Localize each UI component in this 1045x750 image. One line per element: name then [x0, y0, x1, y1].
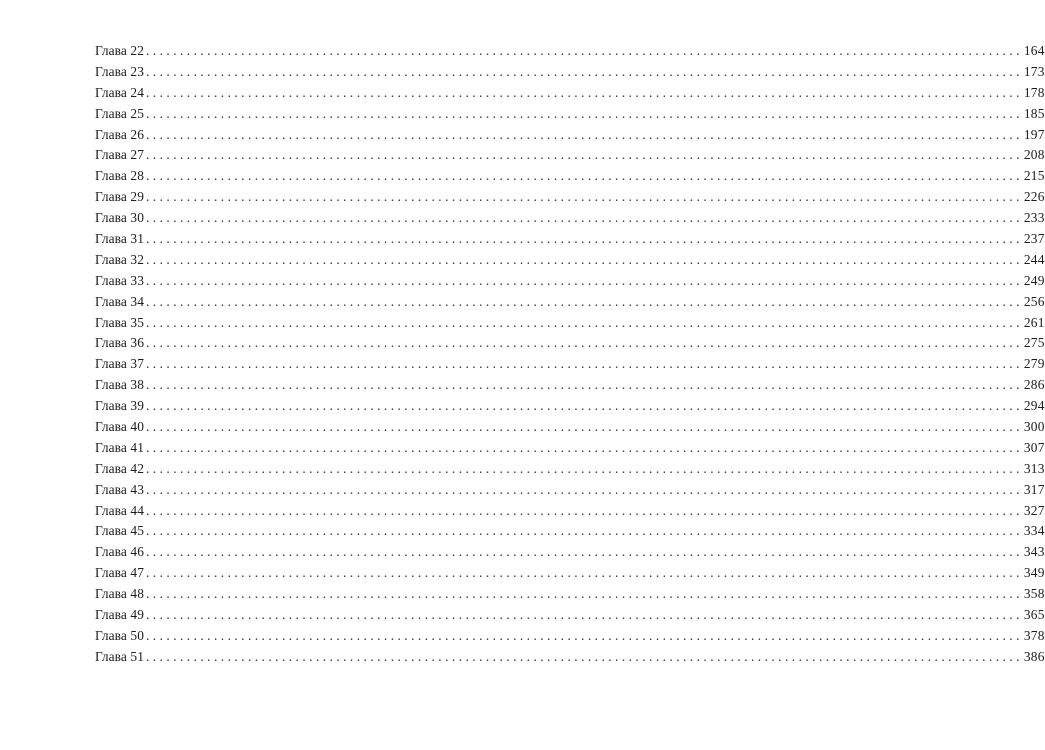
chapter-title: Глава 32	[95, 251, 144, 267]
toc-entry	[95, 83, 1045, 104]
dot-leader: .................................................................................................................................	[146, 356, 1023, 372]
chapter-title: Глава 51	[95, 648, 144, 664]
dot-leader: .................................................................................................................................	[146, 607, 1023, 623]
chapter-title: Глава 30	[95, 210, 144, 226]
chapter-title: Глава 36	[95, 335, 144, 351]
page-number: 317	[1023, 481, 1045, 497]
page-number: 334	[1023, 523, 1045, 539]
chapter-title: Глава 45	[95, 523, 144, 539]
page-number: 358	[1023, 586, 1045, 602]
page-number: 343	[1023, 544, 1045, 560]
dot-leader: .................................................................................................................................	[146, 126, 1023, 142]
dot-leader: .................................................................................................................................	[146, 272, 1023, 288]
toc-entry	[95, 333, 1045, 354]
page-number: 275	[1023, 335, 1045, 351]
page-number: 294	[1023, 398, 1045, 414]
chapter-title: Глава 47	[95, 565, 144, 581]
dot-leader: .................................................................................................................................	[146, 314, 1023, 330]
page-number: 173	[1023, 63, 1045, 79]
chapter-title: Глава 44	[95, 502, 144, 518]
toc-entry	[95, 104, 1045, 125]
dot-leader: .................................................................................................................................	[146, 439, 1023, 455]
page-number: 249	[1023, 272, 1045, 288]
chapter-title: Глава 50	[95, 627, 144, 643]
chapter-title: Глава 23	[95, 63, 144, 79]
page-number: 215	[1023, 168, 1045, 184]
dot-leader: .................................................................................................................................	[146, 210, 1023, 226]
toc-entry	[95, 208, 1045, 229]
chapter-title: Глава 25	[95, 105, 144, 121]
toc-entry	[95, 166, 1045, 187]
toc-entry	[95, 229, 1045, 250]
chapter-title: Глава 49	[95, 607, 144, 623]
page-number: 286	[1023, 377, 1045, 393]
dot-leader: .................................................................................................................................	[146, 168, 1023, 184]
toc-entry	[95, 375, 1045, 396]
chapter-title: Глава 34	[95, 293, 144, 309]
toc-entry	[95, 62, 1045, 83]
dot-leader: .................................................................................................................................	[146, 84, 1023, 100]
toc-entry	[95, 501, 1045, 522]
dot-leader: .................................................................................................................................	[146, 648, 1023, 664]
page-number: 178	[1023, 84, 1045, 100]
toc-entry	[95, 626, 1045, 647]
dot-leader: .................................................................................................................................	[146, 293, 1023, 309]
chapter-title: Глава 38	[95, 377, 144, 393]
page-number: 244	[1023, 251, 1045, 267]
toc-entry	[95, 354, 1045, 375]
dot-leader: .................................................................................................................................	[146, 105, 1023, 121]
dot-leader: .................................................................................................................................	[146, 377, 1023, 393]
page-number: 365	[1023, 607, 1045, 623]
toc-entry	[95, 292, 1045, 313]
dot-leader: .................................................................................................................................	[146, 43, 1023, 58]
page-number: 261	[1023, 314, 1045, 330]
chapter-title: Глава 46	[95, 544, 144, 560]
toc-entry	[95, 250, 1045, 271]
toc-entry	[95, 563, 1045, 584]
page-number: 279	[1023, 356, 1045, 372]
toc-entry	[95, 125, 1045, 146]
chapter-title: Глава 22	[95, 43, 144, 58]
page-number: 197	[1023, 126, 1045, 142]
page-number: 185	[1023, 105, 1045, 121]
page-number: 208	[1023, 147, 1045, 163]
dot-leader: .................................................................................................................................	[146, 460, 1023, 476]
dot-leader: .................................................................................................................................	[146, 544, 1023, 560]
toc-entry	[95, 605, 1045, 626]
chapter-title: Глава 29	[95, 189, 144, 205]
page-number: 226	[1023, 189, 1045, 205]
toc-entry	[95, 542, 1045, 563]
page-number: 386	[1023, 648, 1045, 664]
chapter-title: Глава 39	[95, 398, 144, 414]
chapter-title: Глава 42	[95, 460, 144, 476]
toc-entry	[95, 521, 1045, 542]
dot-leader: .................................................................................................................................	[146, 63, 1023, 79]
dot-leader: .................................................................................................................................	[146, 189, 1023, 205]
dot-leader: .................................................................................................................................	[146, 523, 1023, 539]
toc-entry	[95, 187, 1045, 208]
page-number: 300	[1023, 419, 1045, 435]
toc-entry	[95, 459, 1045, 480]
page-number: 327	[1023, 502, 1045, 518]
chapter-title: Глава 24	[95, 84, 144, 100]
page-number: 256	[1023, 293, 1045, 309]
dot-leader: .................................................................................................................................	[146, 627, 1023, 643]
page-number: 378	[1023, 627, 1045, 643]
page-number: 237	[1023, 231, 1045, 247]
toc-entry	[95, 417, 1045, 438]
dot-leader: .................................................................................................................................	[146, 335, 1023, 351]
toc-entry	[95, 647, 1045, 668]
chapter-title: Глава 27	[95, 147, 144, 163]
chapter-title: Глава 33	[95, 272, 144, 288]
toc-entry	[95, 271, 1045, 292]
dot-leader: .................................................................................................................................	[146, 419, 1023, 435]
chapter-title: Глава 26	[95, 126, 144, 142]
dot-leader: .................................................................................................................................	[146, 565, 1023, 581]
chapter-title: Глава 28	[95, 168, 144, 184]
chapter-title: Глава 35	[95, 314, 144, 330]
toc-entry	[95, 584, 1045, 605]
page-number: 164	[1023, 43, 1045, 58]
toc-entry	[95, 396, 1045, 417]
page-number: 313	[1023, 460, 1045, 476]
toc-entry	[95, 313, 1045, 334]
dot-leader: .................................................................................................................................	[146, 147, 1023, 163]
chapter-title: Глава 48	[95, 586, 144, 602]
page-number: 307	[1023, 439, 1045, 455]
dot-leader: .................................................................................................................................	[146, 586, 1023, 602]
page-number: 349	[1023, 565, 1045, 581]
table-of-contents	[95, 41, 1045, 668]
page-number: 233	[1023, 210, 1045, 226]
dot-leader: .................................................................................................................................	[146, 502, 1023, 518]
chapter-title: Глава 43	[95, 481, 144, 497]
toc-entry	[95, 480, 1045, 501]
chapter-title: Глава 41	[95, 439, 144, 455]
toc-entry	[95, 145, 1045, 166]
chapter-title: Глава 37	[95, 356, 144, 372]
chapter-title: Глава 40	[95, 419, 144, 435]
dot-leader: .................................................................................................................................	[146, 481, 1023, 497]
toc-entry	[95, 41, 1045, 62]
dot-leader: .................................................................................................................................	[146, 398, 1023, 414]
dot-leader: .................................................................................................................................	[146, 231, 1023, 247]
chapter-title: Глава 31	[95, 231, 144, 247]
dot-leader: .................................................................................................................................	[146, 251, 1023, 267]
toc-entry	[95, 438, 1045, 459]
